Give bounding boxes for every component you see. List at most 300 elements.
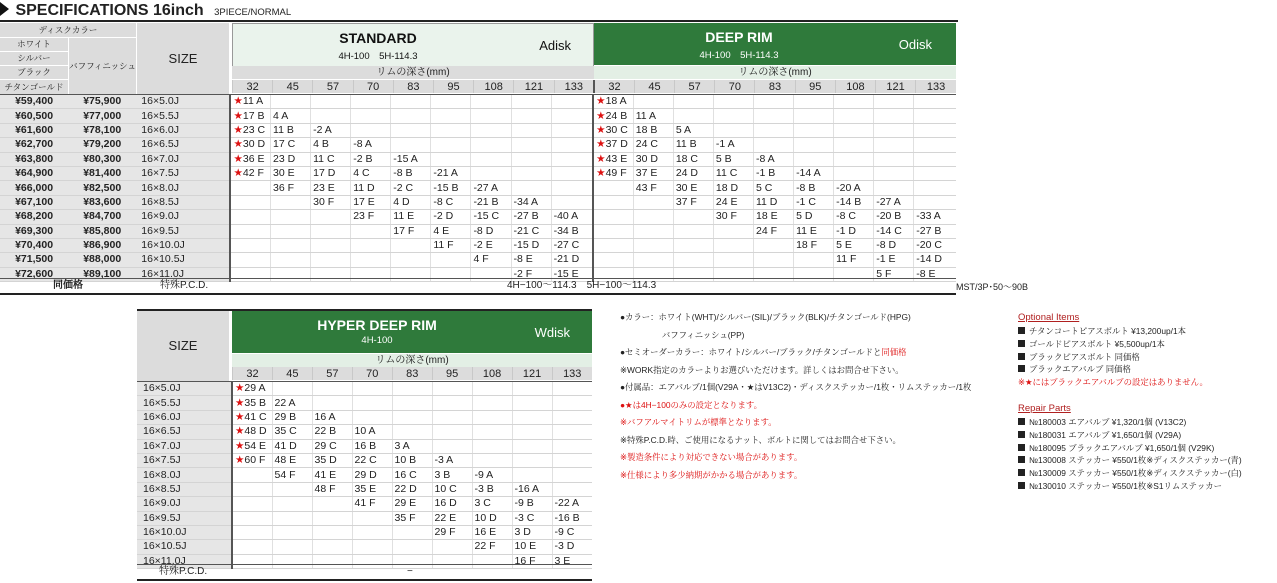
size-cell: 16×11.0J [136, 267, 230, 281]
deep-offset-cell: 11 F [834, 253, 874, 267]
hyper-offset-cell: -9 B [512, 497, 552, 511]
deep-offset-cell [874, 166, 914, 180]
standard-offset-cell: -15 E [551, 267, 593, 281]
deep-offset-cell [673, 95, 713, 109]
standard-offset-cell [551, 166, 593, 180]
repair-item: №180095 ブラックエアバルブ ¥1,650/1個 (V29K) [1018, 442, 1242, 455]
hyper-offset-cell [472, 382, 512, 396]
deep-offset-cell: 5 B [713, 152, 753, 166]
price-color-cell: ¥59,400 [0, 95, 68, 109]
standard-offset-cell: -2 B [351, 152, 391, 166]
deep-offset-cell [593, 253, 633, 267]
standard-offset-cell: -2 C [391, 181, 431, 195]
price-buff-cell: ¥81,400 [68, 166, 136, 180]
size-cell: 16×7.0J [137, 439, 232, 453]
hyper-title: HYPER DEEP RIM [317, 317, 437, 333]
hyper-offset-cell [512, 453, 552, 467]
standard-offset-cell: 36 F [271, 181, 311, 195]
square-bullet-icon [1018, 444, 1025, 451]
hyper-offset-cell: 48 E [272, 453, 312, 467]
standard-offset-cell [271, 95, 311, 109]
hyper-offset-cell [352, 511, 392, 525]
deep-offset-cell [834, 109, 874, 123]
depth-70-header: 70 [352, 367, 392, 380]
deep-offset-cell: 37 E [633, 166, 673, 180]
standard-depth-label: リムの深さ(mm) [232, 66, 594, 79]
color-silver-label: シルバー [0, 52, 68, 66]
deep-offset-cell: ★37 D [593, 138, 633, 152]
star-mark: ★ [235, 382, 245, 395]
hyper-offset-cell [312, 525, 352, 539]
note-line [620, 362, 971, 380]
hyper-offset-cell [352, 382, 392, 396]
hyper-offset-cell: 29 B [272, 410, 312, 424]
deep-offset-cell: ★43 E [593, 152, 633, 166]
star-mark: ★ [235, 425, 245, 438]
color-label-block [0, 23, 136, 94]
deep-offset-cell: 24 F [753, 224, 793, 238]
deep-offset-cell: -27 B [914, 224, 956, 238]
deep-offset-cell: -8 C [834, 210, 874, 224]
note-red-text: ※バフアルマイトリムが標準となります。 [620, 417, 777, 427]
standard-offset-cell [271, 238, 311, 252]
price-color-cell: ¥70,400 [0, 238, 68, 252]
deep-offset-cell: -8 A [753, 152, 793, 166]
standard-offset-cell: -27 A [471, 181, 511, 195]
table2-footer [137, 564, 592, 581]
hyper-offset-cell: ★35 B [232, 396, 272, 410]
square-bullet-icon [1018, 418, 1025, 425]
size-cell: 16×10.5J [136, 253, 230, 267]
depth-133-header: 133 [554, 80, 594, 93]
deep-offset-cell [673, 224, 713, 238]
square-bullet-icon [1018, 340, 1025, 347]
standard-offset-cell: 17 C [271, 138, 311, 152]
table-row [137, 525, 592, 539]
standard-offset-cell: ★23 C [230, 123, 270, 137]
hyper-offset-cell [352, 410, 392, 424]
hyper-offset-cell [392, 425, 432, 439]
hyper-offset-cell: 48 F [312, 482, 352, 496]
star-mark: ★ [235, 396, 245, 409]
deep-offset-cell [753, 253, 793, 267]
price-buff-cell: ¥77,000 [68, 109, 136, 123]
hyper-offset-cell: 35 E [352, 482, 392, 496]
standard-offset-cell [551, 152, 593, 166]
note-line [620, 379, 971, 397]
standard-offset-cell [351, 109, 391, 123]
size-cell: 16×8.5J [137, 482, 232, 496]
depth-45-header: 45 [272, 367, 312, 380]
deep-disk: Odisk [898, 37, 932, 52]
deep-offset-cell [914, 123, 956, 137]
deep-offset-cell: 30 F [713, 210, 753, 224]
size-cell: 16×9.0J [136, 210, 230, 224]
square-bullet-icon [1018, 353, 1025, 360]
standard-offset-cell: -15 D [511, 238, 551, 252]
hyper-offset-cell: -3 A [432, 453, 472, 467]
deep-offset-cell [794, 152, 834, 166]
hyper-offset-cell [352, 540, 392, 554]
deep-offset-cell [713, 109, 753, 123]
table-row [137, 382, 592, 396]
hyper-offset-cell: 22 F [472, 540, 512, 554]
hyper-offset-cell: 54 F [272, 468, 312, 482]
repair-item: №180003 エアバルブ ¥1,320/1個 (V13C2) [1018, 416, 1242, 429]
standard-offset-cell [230, 195, 270, 209]
hyper-offset-cell [472, 439, 512, 453]
price-buff-cell: ¥75,900 [68, 95, 136, 109]
depth-121-header: 121 [512, 367, 552, 380]
size-cell: 16×9.5J [136, 224, 230, 238]
standard-offset-cell [351, 238, 391, 252]
size-cell: 16×8.0J [137, 468, 232, 482]
deep-offset-cell: -1 C [794, 195, 834, 209]
deep-offset-cell [753, 109, 793, 123]
hyper-offset-cell [392, 382, 432, 396]
standard-offset-cell [351, 95, 391, 109]
hyper-offset-cell [352, 396, 392, 410]
depth-133-header: 133 [916, 80, 956, 93]
standard-offset-cell [551, 109, 593, 123]
standard-offset-cell [391, 138, 431, 152]
star-mark: ★ [233, 109, 243, 122]
depth-95-header: 95 [795, 80, 835, 93]
standard-offset-cell [271, 210, 311, 224]
deep-offset-cell [673, 210, 713, 224]
standard-offset-cell: -27 C [551, 238, 593, 252]
standard-offset-cell: -15 C [471, 210, 511, 224]
table-row [0, 224, 956, 238]
standard-offset-cell: 23 E [311, 181, 351, 195]
deep-offset-cell [874, 95, 914, 109]
standard-offset-cell: 23 F [351, 210, 391, 224]
square-bullet-icon [1018, 456, 1025, 463]
price-color-cell: ¥69,300 [0, 224, 68, 238]
size-cell: 16×7.0J [136, 152, 230, 166]
hyper-offset-cell: 41 D [272, 439, 312, 453]
standard-offset-cell: -2 E [471, 238, 511, 252]
depth-95-header: 95 [433, 80, 473, 93]
size-cell: 16×8.0J [136, 181, 230, 195]
deep-offset-cell [794, 123, 834, 137]
deep-offset-cell [593, 181, 633, 195]
hyper-offset-cell [552, 382, 592, 396]
standard-offset-cell [551, 95, 593, 109]
standard-offset-cell [511, 166, 551, 180]
price-color-cell: ¥72,600 [0, 267, 68, 281]
deep-offset-cell: -1 E [874, 253, 914, 267]
page-title: SPECIFICATIONS 16inch [15, 2, 204, 19]
hyper-offset-cell [472, 410, 512, 424]
hyper-offset-cell: 35 D [312, 453, 352, 467]
hyper-offset-cell: 29 C [312, 439, 352, 453]
deep-offset-cell: 43 F [633, 181, 673, 195]
depth-133-header: 133 [552, 367, 592, 380]
depth-108-header: 108 [472, 367, 512, 380]
depth-45-header: 45 [273, 80, 313, 93]
hyper-offset-cell [512, 425, 552, 439]
table-row [0, 166, 956, 180]
optional-item: ゴールドピアスボルト ¥5,500up/1本 [1018, 338, 1242, 351]
depth-45-header: 45 [634, 80, 674, 93]
note-text: ●カラー：ホワイト(WHT)/シルバー(SIL)/ブラック(BLK)/チタンゴールド(HPG) [620, 312, 911, 322]
note-line [620, 309, 971, 327]
hyper-offset-cell: 29 F [432, 525, 472, 539]
price-buff-cell: ¥78,100 [68, 123, 136, 137]
standard-offset-cell [431, 152, 471, 166]
optional-item: ブラックエアバルブ 同価格 [1018, 363, 1242, 376]
deep-offset-cell: 5 E [834, 238, 874, 252]
table-row [0, 181, 956, 195]
hyper-offset-cell [272, 482, 312, 496]
depth-32-header: 32 [594, 80, 634, 93]
hyper-offset-cell [552, 410, 592, 424]
table-row [137, 540, 592, 554]
standard-offset-cell [471, 109, 511, 123]
standard-offset-cell [311, 253, 351, 267]
star-mark: ★ [596, 167, 606, 180]
depth-83-header: 83 [392, 367, 432, 380]
table-row [0, 95, 956, 109]
size-cell: 16×6.0J [137, 410, 232, 424]
standard-offset-cell [511, 109, 551, 123]
hyper-offset-cell: 22 C [352, 453, 392, 467]
standard-offset-cell: -2 A [311, 123, 351, 137]
hyper-offset-cell [432, 540, 472, 554]
deep-offset-cell: ★24 B [593, 109, 633, 123]
square-bullet-icon [1018, 469, 1025, 476]
special-pcd-label-2: 特殊P.C.D. [159, 566, 208, 577]
deep-offset-cell [914, 109, 956, 123]
hyper-offset-cell [352, 525, 392, 539]
hyper-offset-cell [232, 511, 272, 525]
hyper-offset-cell: 10 A [352, 425, 392, 439]
standard-offset-cell: ★42 F [230, 166, 270, 180]
hyper-offset-cell [392, 396, 432, 410]
price-buff-cell: ¥85,800 [68, 224, 136, 238]
deep-offset-cell: 18 F [794, 238, 834, 252]
deep-offset-cell [633, 95, 673, 109]
standard-offset-cell [431, 109, 471, 123]
note-line [620, 414, 971, 432]
hyper-offset-cell [472, 425, 512, 439]
table-row [137, 410, 592, 424]
table-row [0, 138, 956, 152]
deep-offset-cell [593, 224, 633, 238]
hyper-offset-cell: -3 B [472, 482, 512, 496]
depth-83-header: 83 [755, 80, 795, 93]
optional-items-title: Optional Items [1018, 312, 1080, 323]
deep-offset-cell [713, 123, 753, 137]
standard-offset-cell: -34 A [511, 195, 551, 209]
deep-offset-cell [794, 95, 834, 109]
standard-offset-cell [351, 123, 391, 137]
standard-offset-cell: -2 F [511, 267, 551, 281]
hyper-disk: Wdisk [534, 325, 570, 340]
hyper-offset-cell: -9 A [472, 468, 512, 482]
hyper-offset-cell [232, 468, 272, 482]
hyper-offset-cell [512, 382, 552, 396]
deep-offset-cell: 37 F [673, 195, 713, 209]
standard-offset-cell: -8 E [511, 253, 551, 267]
standard-offset-cell [311, 210, 351, 224]
deep-offset-cell [874, 138, 914, 152]
standard-offset-cell: 17 F [391, 224, 431, 238]
standard-offset-cell [311, 224, 351, 238]
standard-offset-cell [471, 123, 511, 137]
table-row [0, 210, 956, 224]
hyper-offset-cell [232, 540, 272, 554]
standard-offset-cell [271, 253, 311, 267]
standard-offset-cell: 17 E [351, 195, 391, 209]
hyper-offset-cell: 41 F [352, 497, 392, 511]
standard-offset-cell [311, 95, 351, 109]
deep-offset-cell: ★18 A [593, 95, 633, 109]
hyper-pcd: 4H-100 [361, 335, 393, 346]
hyper-offset-cell: -16 A [512, 482, 552, 496]
spec-table-hyper [137, 382, 592, 569]
hyper-offset-cell: 16 B [352, 439, 392, 453]
special-pcd-label: 特殊P.C.D. [160, 280, 209, 291]
optional-items-block [1018, 311, 1242, 493]
repair-item: №130008 ステッカー ¥550/1枚※ディスクステッカー(青) [1018, 454, 1242, 467]
hyper-offset-cell [552, 482, 592, 496]
table-row [0, 253, 956, 267]
hyper-offset-cell: 29 D [352, 468, 392, 482]
note-text: ※特殊P.C.D.時、ご使用になるナット、ボルトに関してはお問合せ下さい。 [620, 434, 901, 445]
star-mark: ★ [233, 138, 243, 151]
price-buff-cell: ¥86,900 [68, 238, 136, 252]
repair-item: №180031 エアバルブ ¥1,650/1個 (V29A) [1018, 429, 1242, 442]
standard-offset-cell [351, 224, 391, 238]
repair-parts-title: Repair Parts [1018, 402, 1071, 414]
hyper-offset-cell [312, 382, 352, 396]
star-mark: ★ [233, 95, 243, 108]
deep-offset-cell [753, 238, 793, 252]
hyper-offset-cell [512, 439, 552, 453]
hyper-offset-cell [432, 425, 472, 439]
size-cell: 16×9.0J [137, 497, 232, 511]
deep-offset-cell: 18 C [673, 152, 713, 166]
price-buff-cell: ¥83,600 [68, 195, 136, 209]
standard-offset-cell [431, 138, 471, 152]
standard-offset-cell [351, 253, 391, 267]
hyper-offset-cell [272, 497, 312, 511]
hyper-offset-cell: ★48 D [232, 425, 272, 439]
size-header-2: SIZE [137, 311, 229, 381]
standard-offset-cell [471, 138, 511, 152]
note-text: ●付属品：エアバルブ/1個(V29A・★はV13C2)・ディスクステッカー/1枚・リムステッカー/1枚 [620, 382, 972, 392]
table-row [0, 109, 956, 123]
standard-title: STANDARD [339, 30, 417, 46]
standard-offset-cell [271, 224, 311, 238]
hyper-offset-cell: 3 D [512, 525, 552, 539]
standard-offset-cell [230, 253, 270, 267]
size-cell: 16×7.5J [137, 453, 232, 467]
pcd-footer-value: 4H−100〜114.3 5H−100〜114.3 [507, 280, 657, 291]
hyper-offset-cell: 10 D [472, 511, 512, 525]
standard-offset-cell: 17 D [311, 166, 351, 180]
depth-57-header: 57 [312, 367, 352, 380]
hyper-offset-cell: 10 B [392, 453, 432, 467]
deep-offset-cell [874, 152, 914, 166]
deep-offset-cell: 11 B [673, 138, 713, 152]
deep-offset-cell [633, 195, 673, 209]
size-cell: 16×7.5J [136, 166, 230, 180]
hyper-offset-cell: 16 E [472, 525, 512, 539]
hyper-offset-cell: 3 B [432, 468, 472, 482]
notes-block [620, 309, 971, 484]
star-mark: ★ [596, 138, 606, 151]
standard-offset-cell [391, 95, 431, 109]
deep-offset-cell [834, 152, 874, 166]
price-color-cell: ¥63,800 [0, 152, 68, 166]
deep-offset-cell: -1 B [753, 166, 793, 180]
standard-offset-cell: 4 B [311, 138, 351, 152]
price-buff-cell: ¥84,700 [68, 210, 136, 224]
deep-offset-cell: -33 A [914, 210, 956, 224]
deep-offset-cell: 30 D [633, 152, 673, 166]
hyper-offset-cell [232, 525, 272, 539]
deep-offset-cell: 18 D [713, 181, 753, 195]
hyper-offset-cell [552, 453, 592, 467]
standard-offset-cell: ★36 E [230, 152, 270, 166]
note-text: バフフィニッシュ(PP) [620, 329, 745, 340]
deep-offset-cell: -27 A [874, 195, 914, 209]
standard-offset-cell [311, 109, 351, 123]
deep-offset-cell: 11 D [753, 195, 793, 209]
hyper-offset-cell: 41 E [312, 468, 352, 482]
deep-depth-label: リムの深さ(mm) [594, 66, 956, 79]
standard-offset-cell: 4 D [391, 195, 431, 209]
standard-offset-cell: -8 A [351, 138, 391, 152]
price-buff-cell: ¥80,300 [68, 152, 136, 166]
hyper-offset-cell [272, 511, 312, 525]
deep-offset-cell: -14 D [914, 253, 956, 267]
deep-offset-cell [753, 138, 793, 152]
deep-offset-cell: -8 B [794, 181, 834, 195]
deep-offset-cell: -8 D [874, 238, 914, 252]
star-mark: ★ [235, 454, 245, 467]
deep-pcd: 4H-100 5H-114.3 [699, 50, 779, 61]
note-line [620, 449, 971, 467]
deep-offset-cell: -20 A [834, 181, 874, 195]
deep-offset-cell: 18 E [753, 210, 793, 224]
table1-footer [0, 278, 956, 295]
star-mark: ★ [596, 95, 606, 108]
standard-offset-cell [511, 138, 551, 152]
note-line [620, 432, 971, 450]
hyper-offset-cell [432, 396, 472, 410]
note-text: ※WORK指定のカラーよりお選びいただけます。詳しくはお問合せ下さい。 [620, 364, 904, 375]
standard-offset-cell [471, 152, 511, 166]
depth-header-row-1 [232, 80, 956, 93]
size-cell: 16×9.5J [137, 511, 232, 525]
size-cell: 16×5.0J [137, 382, 232, 396]
standard-offset-cell: -8 C [431, 195, 471, 209]
star-mark: ★ [233, 167, 243, 180]
star-mark: ★ [596, 123, 606, 136]
hyper-offset-cell: 22 E [432, 511, 472, 525]
hyper-offset-cell [312, 497, 352, 511]
standard-offset-cell [230, 210, 270, 224]
hyper-offset-cell [512, 468, 552, 482]
depth-70-header: 70 [715, 80, 755, 93]
table-row [137, 439, 592, 453]
standard-disk: Adisk [539, 38, 571, 53]
deep-offset-cell: 11 A [633, 109, 673, 123]
